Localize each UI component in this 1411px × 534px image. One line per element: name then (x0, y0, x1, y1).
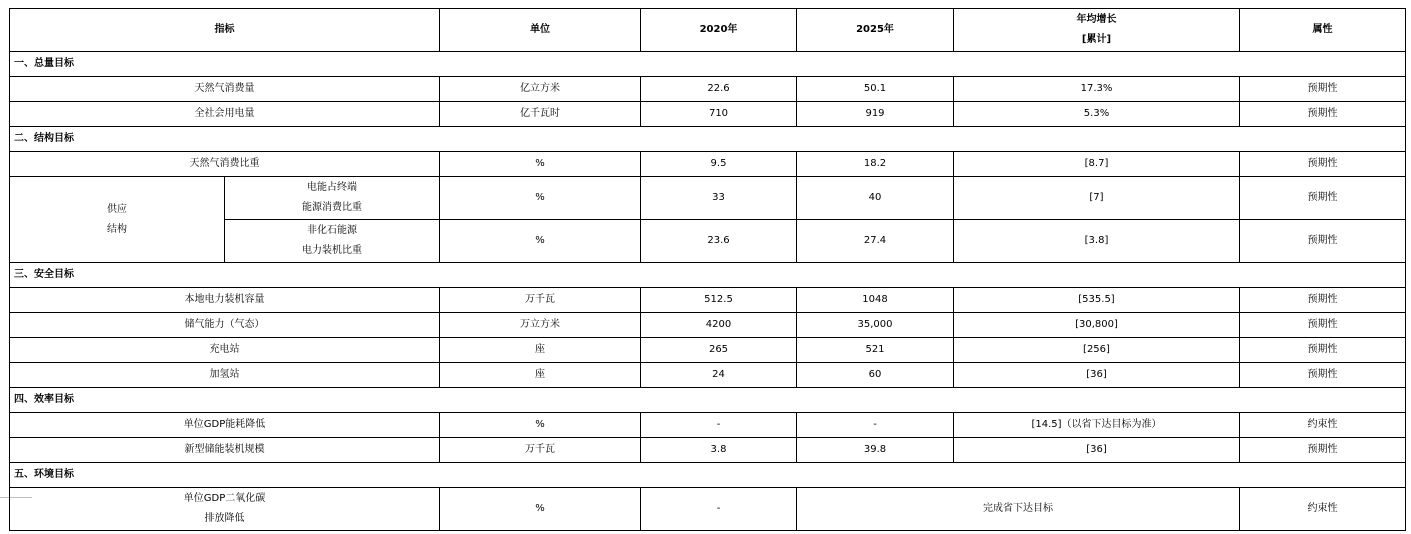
row-value-2020: 23.6 (641, 220, 797, 263)
section-row-structure (10, 127, 1406, 152)
row-name: 全社会用电量 (10, 102, 440, 127)
header-row (10, 9, 1406, 52)
row-value-2020: - (641, 413, 797, 438)
row-unit: 座 (440, 363, 641, 388)
row-unit: % (440, 413, 641, 438)
section-row-environment (10, 463, 1406, 488)
row-value-2025: 521 (797, 338, 954, 363)
row-value-2020: 33 (641, 177, 797, 220)
table-row (10, 152, 1406, 177)
row-value-2020: 9.5 (641, 152, 797, 177)
row-growth: [14.5]（以省下达目标为准） (954, 413, 1240, 438)
row-name: 储气能力（气态） (10, 313, 440, 338)
row-growth: [256] (954, 338, 1240, 363)
row-value-2025: 27.4 (797, 220, 954, 263)
table-row (10, 488, 1406, 531)
table-row (10, 338, 1406, 363)
row-name: 新型储能装机规模 (10, 438, 440, 463)
col-header-unit: 单位 (440, 9, 641, 52)
row-growth: [3.8] (954, 220, 1240, 263)
table-row (10, 288, 1406, 313)
row-name-line2: 排放降低 (204, 513, 245, 524)
row-merged-target: 完成省下达目标 (797, 488, 1240, 531)
section-title: 三、安全目标 (10, 263, 1406, 288)
row-value-2020: 3.8 (641, 438, 797, 463)
row-unit: 亿立方米 (440, 77, 641, 102)
row-value-2025: 1048 (797, 288, 954, 313)
row-unit: 座 (440, 338, 641, 363)
col-header-indicator: 指标 (10, 9, 440, 52)
row-attribute: 预期性 (1240, 177, 1406, 220)
section-title: 二、结构目标 (10, 127, 1406, 152)
row-attribute: 预期性 (1240, 288, 1406, 313)
row-attribute: 预期性 (1240, 102, 1406, 127)
row-value-2020: 24 (641, 363, 797, 388)
row-value-2020: 22.6 (641, 77, 797, 102)
supply-label-line2: 结构 (107, 223, 127, 235)
table-row (10, 438, 1406, 463)
row-unit: 万千瓦 (440, 288, 641, 313)
section-title: 一、总量目标 (10, 52, 1406, 77)
row-name-line1: 单位GDP二氧化碳 (183, 493, 266, 504)
row-value-2020: - (641, 488, 797, 531)
row-name (225, 220, 440, 263)
row-growth: [7] (954, 177, 1240, 220)
row-name: 充电站 (10, 338, 440, 363)
row-unit: % (440, 488, 641, 531)
row-attribute: 约束性 (1240, 488, 1406, 531)
section-row-security (10, 263, 1406, 288)
table-row (10, 177, 1406, 220)
row-attribute: 预期性 (1240, 220, 1406, 263)
row-name: 天然气消费比重 (10, 152, 440, 177)
row-attribute: 预期性 (1240, 77, 1406, 102)
row-growth: [8.7] (954, 152, 1240, 177)
row-value-2025: 50.1 (797, 77, 954, 102)
table-row (10, 413, 1406, 438)
row-unit: 亿千瓦时 (440, 102, 641, 127)
row-unit: 万立方米 (440, 313, 641, 338)
row-attribute: 预期性 (1240, 363, 1406, 388)
row-growth: 5.3% (954, 102, 1240, 127)
row-name-line1: 电能占终端 (307, 182, 357, 193)
section-row-efficiency (10, 388, 1406, 413)
energy-targets-table (9, 8, 1406, 531)
row-unit: % (440, 152, 641, 177)
row-value-2020: 710 (641, 102, 797, 127)
row-attribute: 预期性 (1240, 313, 1406, 338)
row-attribute: 预期性 (1240, 152, 1406, 177)
row-value-2025: 60 (797, 363, 954, 388)
row-unit: % (440, 177, 641, 220)
row-name: 天然气消费量 (10, 77, 440, 102)
supply-label-line1: 供应 (107, 203, 127, 215)
row-value-2025: 39.8 (797, 438, 954, 463)
section-title: 五、环境目标 (10, 463, 1406, 488)
row-value-2025: 35,000 (797, 313, 954, 338)
row-name-line2: 能源消费比重 (302, 202, 362, 213)
row-growth: [36] (954, 363, 1240, 388)
section-row-total (10, 52, 1406, 77)
col-header-2020: 2020年 (641, 9, 797, 52)
table-row (10, 77, 1406, 102)
row-value-2020: 512.5 (641, 288, 797, 313)
row-name (10, 488, 440, 531)
row-name-line2: 电力装机比重 (302, 245, 362, 256)
table-row (10, 363, 1406, 388)
col-header-attribute: 属性 (1240, 9, 1406, 52)
row-value-2025: 40 (797, 177, 954, 220)
row-growth: [535.5] (954, 288, 1240, 313)
row-name: 单位GDP能耗降低 (10, 413, 440, 438)
row-name (225, 177, 440, 220)
col-header-growth (954, 9, 1240, 52)
row-name: 本地电力装机容量 (10, 288, 440, 313)
growth-header-line1: 年均增长 (1076, 14, 1117, 25)
supply-structure-label (10, 177, 225, 263)
row-value-2020: 4200 (641, 313, 797, 338)
table-row (10, 102, 1406, 127)
row-attribute: 预期性 (1240, 338, 1406, 363)
row-name: 加氢站 (10, 363, 440, 388)
row-attribute: 约束性 (1240, 413, 1406, 438)
row-value-2020: 265 (641, 338, 797, 363)
row-growth: [36] (954, 438, 1240, 463)
row-attribute: 预期性 (1240, 438, 1406, 463)
table-row (10, 313, 1406, 338)
row-value-2025: 919 (797, 102, 954, 127)
row-name-line1: 非化石能源 (307, 225, 357, 236)
row-unit: % (440, 220, 641, 263)
row-growth: 17.3% (954, 77, 1240, 102)
row-growth: [30,800] (954, 313, 1240, 338)
col-header-2025: 2025年 (797, 9, 954, 52)
row-value-2025: 18.2 (797, 152, 954, 177)
section-title: 四、效率目标 (10, 388, 1406, 413)
row-value-2025: - (797, 413, 954, 438)
row-unit: 万千瓦 (440, 438, 641, 463)
growth-header-line2: [累计] (1081, 34, 1112, 45)
